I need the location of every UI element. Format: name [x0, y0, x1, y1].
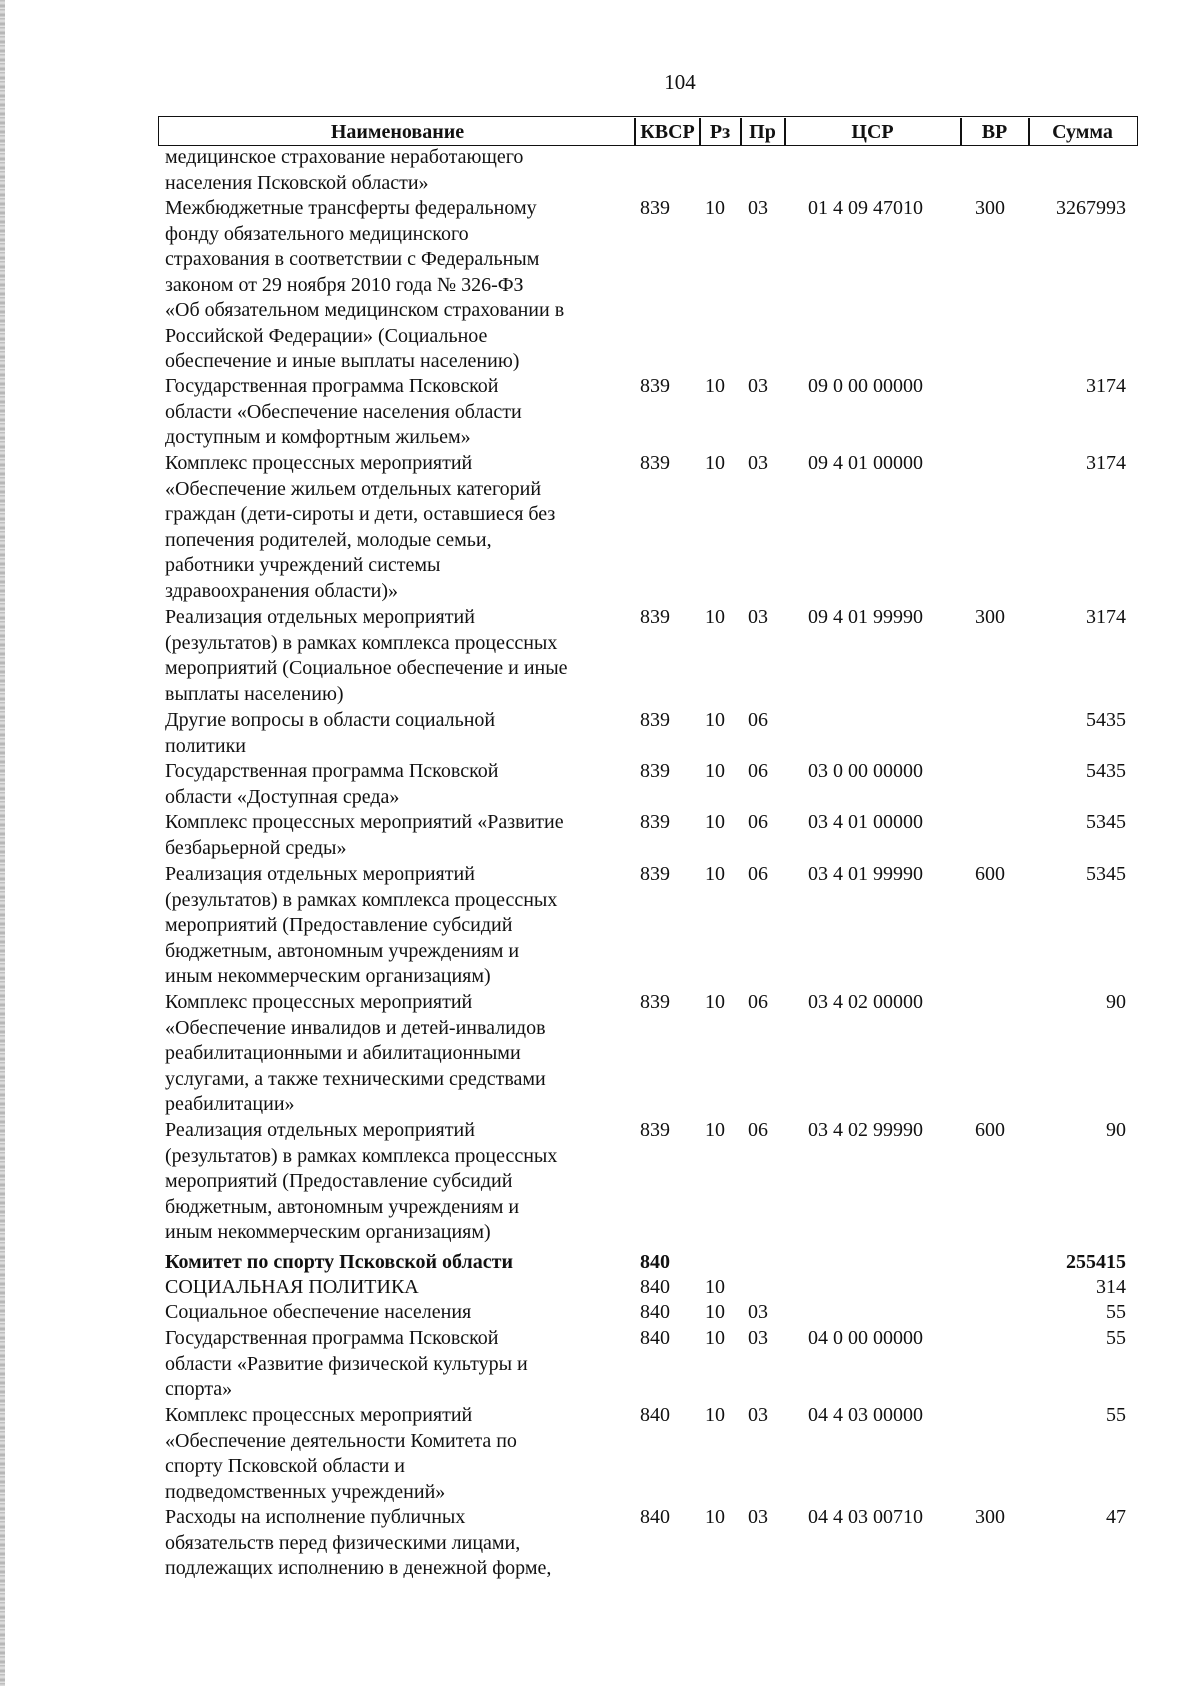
- row-sum: 90: [1106, 991, 1126, 1013]
- row-rz: 10: [705, 1506, 725, 1528]
- row-rz: 10: [705, 197, 725, 219]
- row-pr: 06: [748, 811, 768, 833]
- row-csr: 03 0 00 00000: [808, 760, 923, 782]
- row-sum: 55: [1106, 1327, 1126, 1349]
- header-rz: Рз: [709, 121, 731, 143]
- row-pr: 06: [748, 991, 768, 1013]
- header-csr: ЦСР: [851, 121, 894, 143]
- row-csr: 09 4 01 99990: [808, 606, 923, 628]
- row-rz: 10: [705, 760, 725, 782]
- row-name: Комплекс процессных мероприятий «Обеспечение жильем отдельных категорий граждан (дети-сироты и дети, оставшиеся без попечения родителей, молодые семьи, работники учреждений системы здравоохранения области)»: [165, 452, 556, 602]
- row-name: Другие вопросы в области социальной политики: [165, 709, 496, 757]
- row-pr: 06: [748, 709, 768, 731]
- row-sum: 5435: [1086, 760, 1126, 782]
- row-rz: 10: [705, 991, 725, 1013]
- row-rz: 10: [705, 1119, 725, 1141]
- row-name: Комитет по спорту Псковской области: [165, 1251, 513, 1273]
- row-rz: 10: [705, 1301, 725, 1323]
- row-rz: 10: [705, 1276, 725, 1298]
- scan-edge: [0, 0, 5, 1686]
- row-name: Межбюджетные трансферты федеральному фонду обязательного медицинского страхования в соответствии с Федеральным законом от 29 ноября 2010 года № 326-ФЗ «Об обязательном медицинском страховании в Российской Федерации» (Социальное обеспечение и иные выплаты населению): [165, 197, 565, 372]
- row-pr: 06: [748, 760, 768, 782]
- row-vr: 600: [975, 1119, 1005, 1141]
- row-csr: 09 4 01 00000: [808, 452, 923, 474]
- row-vr: 300: [975, 1506, 1005, 1528]
- row-csr: 03 4 02 99990: [808, 1119, 923, 1141]
- row-pr: 03: [748, 1301, 768, 1323]
- row-pr: 03: [748, 1404, 768, 1426]
- row-pr: 06: [748, 863, 768, 885]
- row-name: СОЦИАЛЬНАЯ ПОЛИТИКА: [165, 1276, 419, 1298]
- row-rz: 10: [705, 452, 725, 474]
- row-name: Социальное обеспечение населения: [165, 1301, 472, 1323]
- row-name: Государственная программа Псковской области «Доступная среда»: [165, 760, 499, 808]
- row-name: Комплекс процессных мероприятий «Обеспечение инвалидов и детей-инвалидов реабилитационными и абилитационными услугами, а также техническими средствами реабилитации»: [165, 991, 546, 1115]
- row-csr: 04 0 00 00000: [808, 1327, 923, 1349]
- row-kvsr: 839: [640, 709, 670, 731]
- row-sum: 3267993: [1056, 197, 1126, 219]
- row-name: Реализация отдельных мероприятий (результатов) в рамках комплекса процессных мероприятий (Социальное обеспечение и иные выплаты населению): [165, 606, 568, 705]
- row-rz: 10: [705, 811, 725, 833]
- row-kvsr: 840: [640, 1301, 670, 1323]
- row-csr: 09 0 00 00000: [808, 375, 923, 397]
- row-kvsr: 840: [640, 1276, 670, 1298]
- row-name: Комплекс процессных мероприятий «Развитие безбарьерной среды»: [165, 811, 564, 859]
- row-kvsr: 839: [640, 452, 670, 474]
- row-kvsr: 840: [640, 1404, 670, 1426]
- row-name: Реализация отдельных мероприятий (результатов) в рамках комплекса процессных мероприятий (Предоставление субсидий бюджетным, автономным учреждениям и иным некоммерческим организациям): [165, 1119, 558, 1243]
- row-name: Расходы на исполнение публичных обязательств перед физическими лицами, подлежащих исполнению в денежной форме,: [165, 1506, 552, 1579]
- row-csr: 04 4 03 00710: [808, 1506, 923, 1528]
- row-sum: 5435: [1086, 709, 1126, 731]
- row-vr: 300: [975, 606, 1005, 628]
- row-rz: 10: [705, 1327, 725, 1349]
- row-vr: 300: [975, 197, 1005, 219]
- row-sum: 255415: [1066, 1251, 1126, 1273]
- row-name: Реализация отдельных мероприятий (результатов) в рамках комплекса процессных мероприятий (Предоставление субсидий бюджетным, автономным учреждениям и иным некоммерческим организациям): [165, 863, 558, 987]
- row-kvsr: 839: [640, 811, 670, 833]
- row-kvsr: 839: [640, 1119, 670, 1141]
- row-kvsr: 839: [640, 863, 670, 885]
- row-csr: 03 4 02 00000: [808, 991, 923, 1013]
- page-number: 104: [664, 70, 696, 94]
- row-sum: 5345: [1086, 811, 1126, 833]
- row-rz: 10: [705, 375, 725, 397]
- row-kvsr: 839: [640, 991, 670, 1013]
- row-sum: 314: [1096, 1276, 1126, 1298]
- row-pr: 03: [748, 375, 768, 397]
- row-name: медицинское страхование неработающего населения Псковской области»: [165, 146, 524, 194]
- row-kvsr: 839: [640, 760, 670, 782]
- row-vr: 600: [975, 863, 1005, 885]
- row-pr: 03: [748, 197, 768, 219]
- header-name: Наименование: [330, 121, 465, 143]
- row-rz: 10: [705, 606, 725, 628]
- row-sum: 3174: [1086, 375, 1126, 397]
- row-pr: 06: [748, 1119, 768, 1141]
- row-name: Государственная программа Псковской области «Обеспечение населения области доступным и комфортным жильем»: [165, 375, 522, 448]
- row-kvsr: 840: [640, 1327, 670, 1349]
- row-sum: 90: [1106, 1119, 1126, 1141]
- row-kvsr: 840: [640, 1506, 670, 1528]
- row-sum: 3174: [1086, 452, 1126, 474]
- row-kvsr: 839: [640, 606, 670, 628]
- row-kvsr: 839: [640, 375, 670, 397]
- header-sum: Сумма: [1052, 121, 1113, 143]
- row-pr: 03: [748, 1327, 768, 1349]
- row-name: Государственная программа Псковской области «Развитие физической культуры и спорта»: [165, 1327, 528, 1400]
- row-csr: 03 4 01 99990: [808, 863, 923, 885]
- row-sum: 5345: [1086, 863, 1126, 885]
- row-sum: 3174: [1086, 606, 1126, 628]
- row-rz: 10: [705, 863, 725, 885]
- header-vr: ВР: [981, 121, 1008, 143]
- row-csr: 01 4 09 47010: [808, 197, 923, 219]
- row-kvsr: 840: [640, 1251, 670, 1273]
- row-rz: 10: [705, 1404, 725, 1426]
- row-sum: 47: [1106, 1506, 1126, 1528]
- row-csr: 03 4 01 00000: [808, 811, 923, 833]
- row-pr: 03: [748, 606, 768, 628]
- row-pr: 03: [748, 452, 768, 474]
- row-name: Комплекс процессных мероприятий «Обеспечение деятельности Комитета по спорту Псковской области и подведомственных учреждений»: [165, 1404, 517, 1503]
- row-csr: 04 4 03 00000: [808, 1404, 923, 1426]
- row-sum: 55: [1106, 1404, 1126, 1426]
- row-kvsr: 839: [640, 197, 670, 219]
- header-pr: Пр: [749, 121, 776, 143]
- row-rz: 10: [705, 709, 725, 731]
- header-kvsr: КВСР: [640, 121, 695, 143]
- row-sum: 55: [1106, 1301, 1126, 1323]
- row-pr: 03: [748, 1506, 768, 1528]
